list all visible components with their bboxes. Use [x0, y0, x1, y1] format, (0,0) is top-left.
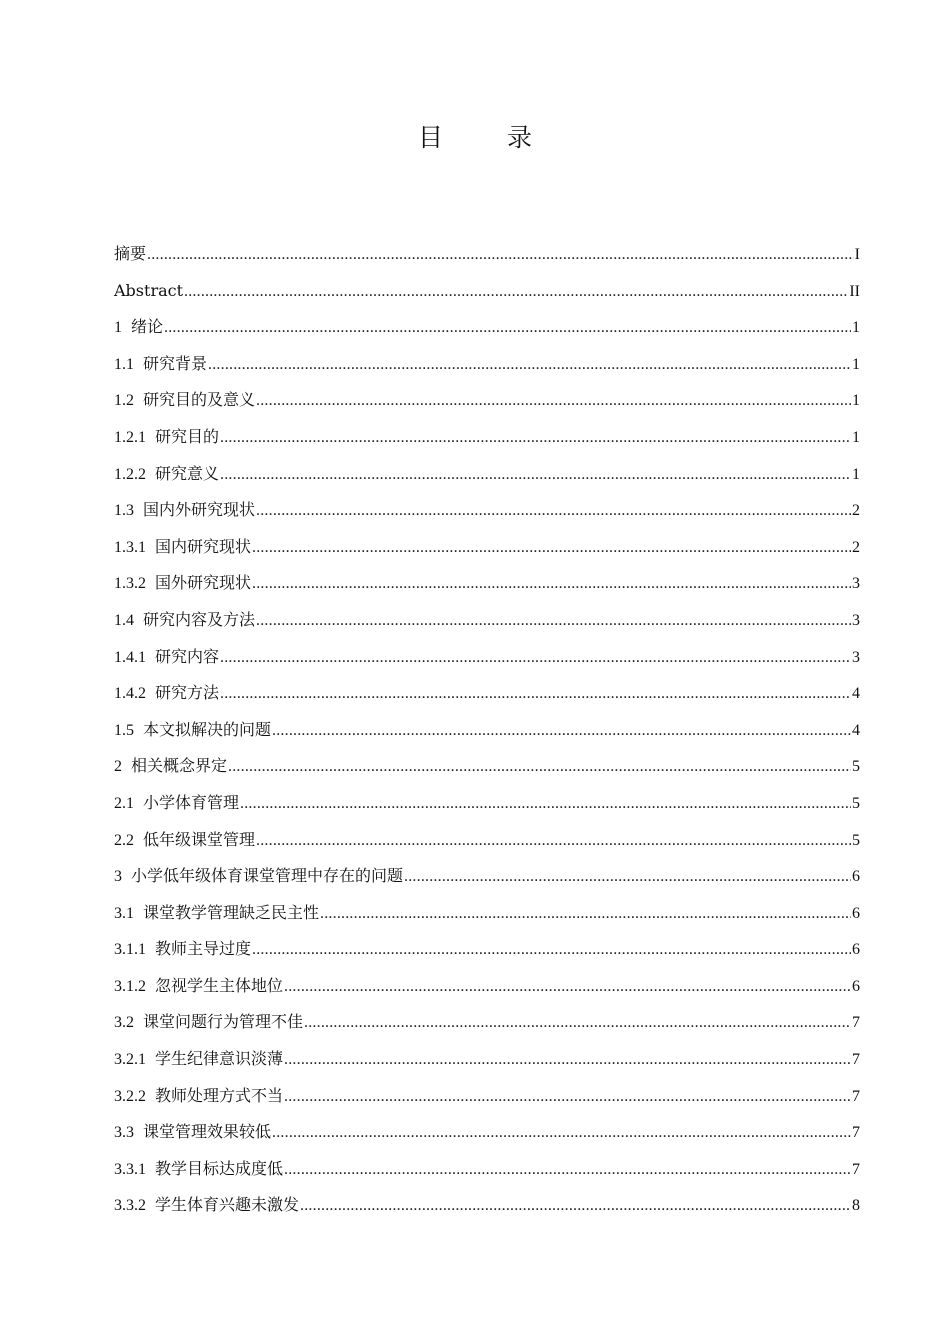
- toc-entry[interactable]: [114, 862, 860, 899]
- toc-entry-label: [114, 643, 219, 672]
- toc-entry-page-number: 7: [852, 1051, 860, 1069]
- toc-entry[interactable]: [114, 789, 860, 826]
- toc-entry-title: 课堂教学管理缺乏民主性: [143, 902, 320, 922]
- toc-entry-label: [114, 935, 251, 964]
- toc-entry-page-number: 5: [852, 831, 860, 849]
- toc-entry-title: 课堂问题行为管理不佳: [143, 1012, 304, 1032]
- toc-dot-leader: [272, 1119, 851, 1147]
- toc-entry-number: 1.5: [114, 721, 134, 739]
- toc-entry-number: 3.1.1: [114, 941, 146, 959]
- toc-entry-page-number: 6: [852, 977, 860, 995]
- toc-entry-label: [114, 826, 255, 855]
- toc-dot-leader: [252, 534, 851, 562]
- toc-dot-leader: [256, 607, 851, 635]
- toc-entry-number: 3.2.1: [114, 1051, 146, 1069]
- toc-dot-leader: [220, 680, 851, 708]
- toc-entry-page-number: 6: [852, 904, 860, 922]
- toc-entry-title: 本文拟解决的问题: [143, 719, 272, 739]
- toc-entry-number: 1.4.2: [114, 685, 146, 703]
- toc-title: 目 录: [418, 123, 560, 152]
- toc-dot-leader: [184, 278, 848, 306]
- toc-entry-title: 研究方法: [155, 683, 220, 703]
- toc-entry[interactable]: [114, 350, 860, 387]
- toc-entry-title: 国内外研究现状: [143, 500, 256, 520]
- toc-entry-title: 研究目的及意义: [143, 390, 256, 410]
- toc-entry[interactable]: [114, 423, 860, 460]
- toc-entry[interactable]: [114, 1155, 860, 1192]
- toc-entry-page-number: 4: [852, 685, 860, 703]
- toc-entry[interactable]: [114, 972, 860, 1009]
- toc-entry-title: 研究内容及方法: [143, 609, 256, 629]
- toc-entry-title: 教师主导过度: [155, 939, 252, 959]
- toc-entry-number: 1.2.1: [114, 428, 146, 446]
- toc-entry-title: 研究意义: [155, 463, 220, 483]
- toc-entry-label: [114, 533, 251, 562]
- toc-entry-number: 1.2: [114, 392, 134, 410]
- toc-entry-label: [114, 496, 255, 525]
- toc-dot-leader: [164, 314, 851, 342]
- toc-entry[interactable]: [114, 679, 860, 716]
- toc-dot-leader: [300, 1192, 851, 1220]
- toc-list: [114, 240, 860, 1228]
- toc-entry-title: Abstract: [114, 280, 184, 300]
- toc-entry-number: 3.3.2: [114, 1197, 146, 1215]
- toc-entry-label: [114, 1008, 303, 1037]
- toc-entry-number: 3.3: [114, 1124, 134, 1142]
- toc-entry-page-number: 5: [852, 758, 860, 776]
- toc-entry-title: 研究内容: [155, 646, 220, 666]
- toc-entry-page-number: 6: [852, 941, 860, 959]
- toc-dot-leader: [252, 570, 851, 598]
- toc-entry-label: [114, 789, 239, 818]
- toc-entry[interactable]: [114, 1008, 860, 1045]
- toc-entry-title: 课堂管理效果较低: [143, 1122, 272, 1142]
- toc-entry-title: 教学目标达成度低: [155, 1158, 284, 1178]
- toc-dot-leader: [256, 497, 851, 525]
- toc-entry-title: 国外研究现状: [155, 573, 252, 593]
- toc-entry-page-number: 7: [852, 1087, 860, 1105]
- toc-entry[interactable]: [114, 1118, 860, 1155]
- toc-dot-leader: [220, 424, 851, 452]
- toc-entry-title: 绪论: [131, 317, 164, 337]
- toc-entry-page-number: 1: [852, 392, 860, 410]
- toc-dot-leader: [256, 387, 851, 415]
- toc-dot-leader: [272, 717, 851, 745]
- toc-entry-label: [114, 423, 219, 452]
- toc-dot-leader: [147, 241, 854, 269]
- toc-entry-title: 相关概念界定: [131, 756, 228, 776]
- toc-entry-number: 3.1: [114, 904, 134, 922]
- toc-entry-label: [114, 606, 255, 635]
- toc-entry[interactable]: [114, 496, 860, 533]
- toc-entry[interactable]: [114, 460, 860, 497]
- toc-entry[interactable]: [114, 1191, 860, 1228]
- toc-entry-number: 1.2.2: [114, 465, 146, 483]
- toc-entry[interactable]: [114, 606, 860, 643]
- toc-entry[interactable]: [114, 935, 860, 972]
- toc-entry-label: [114, 277, 183, 305]
- toc-entry[interactable]: [114, 533, 860, 570]
- toc-entry-number: 2.2: [114, 831, 134, 849]
- toc-entry-label: [114, 752, 227, 781]
- toc-dot-leader: [208, 351, 851, 379]
- toc-entry[interactable]: [114, 826, 860, 863]
- toc-entry-title: 研究背景: [143, 353, 208, 373]
- toc-entry-page-number: 7: [852, 1160, 860, 1178]
- toc-entry-number: 3.2.2: [114, 1087, 146, 1105]
- toc-dot-leader: [284, 1083, 851, 1111]
- toc-entry-page-number: 1: [852, 319, 860, 337]
- toc-entry-label: [114, 1191, 299, 1220]
- toc-entry-number: 3: [114, 868, 122, 886]
- toc-entry-page-number: II: [849, 282, 860, 300]
- toc-entry[interactable]: [114, 752, 860, 789]
- toc-entry-page-number: 2: [852, 502, 860, 520]
- toc-entry-label: [114, 1082, 283, 1111]
- toc-entry-label: [114, 350, 207, 379]
- toc-entry[interactable]: [114, 1045, 860, 1082]
- toc-entry-label: [114, 899, 319, 928]
- toc-entry-title: 摘要: [114, 244, 147, 263]
- toc-entry-label: [114, 386, 255, 415]
- toc-dot-leader: [320, 900, 851, 928]
- toc-entry-page-number: 1: [852, 428, 860, 446]
- toc-entry[interactable]: [114, 313, 860, 350]
- toc-entry[interactable]: [114, 277, 860, 314]
- toc-entry-page-number: 3: [852, 611, 860, 629]
- toc-entry-title: 学生纪律意识淡薄: [155, 1049, 284, 1069]
- toc-dot-leader: [252, 936, 851, 964]
- toc-entry-page-number: 7: [852, 1014, 860, 1032]
- toc-dot-leader: [404, 863, 851, 891]
- toc-dot-leader: [284, 1156, 851, 1184]
- toc-entry-label: [114, 716, 271, 745]
- toc-entry-title: 小学体育管理: [143, 792, 240, 812]
- toc-entry-page-number: 1: [852, 465, 860, 483]
- toc-entry[interactable]: [114, 569, 860, 606]
- toc-dot-leader: [228, 753, 851, 781]
- toc-entry-number: 1.1: [114, 355, 134, 373]
- toc-entry-page-number: I: [854, 246, 860, 263]
- toc-entry-title: 忽视学生主体地位: [155, 975, 284, 995]
- toc-entry-label: [114, 1045, 283, 1074]
- toc-entry-page-number: 8: [852, 1197, 860, 1215]
- toc-entry-number: 2.1: [114, 794, 134, 812]
- toc-entry-label: [114, 1155, 283, 1184]
- toc-entry-page-number: 7: [852, 1124, 860, 1142]
- toc-entry-page-number: 2: [852, 538, 860, 556]
- toc-entry-label: [114, 862, 403, 891]
- toc-entry-number: 3.3.1: [114, 1160, 146, 1178]
- toc-entry[interactable]: [114, 240, 860, 277]
- toc-dot-leader: [256, 827, 851, 855]
- toc-entry-page-number: 6: [852, 868, 860, 886]
- toc-entry-page-number: 3: [852, 648, 860, 666]
- toc-entry-number: 3.2: [114, 1014, 134, 1032]
- toc-entry-title: 教师处理方式不当: [155, 1085, 284, 1105]
- toc-entry-label: [114, 569, 251, 598]
- toc-dot-leader: [220, 461, 851, 489]
- toc-dot-leader: [304, 1009, 851, 1037]
- toc-dot-leader: [284, 973, 851, 1001]
- toc-entry-label: [114, 240, 146, 268]
- toc-entry-label: [114, 313, 163, 342]
- toc-entry-label: [114, 460, 219, 489]
- toc-entry-number: 1.3.1: [114, 538, 146, 556]
- toc-entry[interactable]: [114, 386, 860, 423]
- toc-entry-number: 3.1.2: [114, 977, 146, 995]
- toc-entry-label: [114, 679, 219, 708]
- toc-entry-page-number: 4: [852, 721, 860, 739]
- toc-dot-leader: [220, 644, 851, 672]
- toc-entry[interactable]: [114, 899, 860, 936]
- toc-entry-number: 2: [114, 758, 122, 776]
- toc-entry-page-number: 5: [852, 794, 860, 812]
- toc-dot-leader: [240, 790, 851, 818]
- toc-dot-leader: [284, 1046, 851, 1074]
- toc-entry-title: 低年级课堂管理: [143, 829, 256, 849]
- toc-entry-number: 1.4: [114, 611, 134, 629]
- toc-entry-title: 小学低年级体育课堂管理中存在的问题: [131, 866, 404, 886]
- toc-entry-label: [114, 972, 283, 1001]
- toc-entry[interactable]: [114, 716, 860, 753]
- toc-entry[interactable]: [114, 1082, 860, 1119]
- toc-entry-page-number: 1: [852, 355, 860, 373]
- toc-entry-page-number: 3: [852, 575, 860, 593]
- toc-entry[interactable]: [114, 643, 860, 680]
- toc-entry-label: [114, 1118, 271, 1147]
- toc-entry-number: 1.3.2: [114, 575, 146, 593]
- toc-entry-title: 研究目的: [155, 426, 220, 446]
- toc-entry-number: 1.3: [114, 502, 134, 520]
- toc-entry-number: 1: [114, 319, 122, 337]
- toc-entry-title: 国内研究现状: [155, 536, 252, 556]
- toc-entry-title: 学生体育兴趣未激发: [155, 1195, 300, 1215]
- toc-entry-number: 1.4.1: [114, 648, 146, 666]
